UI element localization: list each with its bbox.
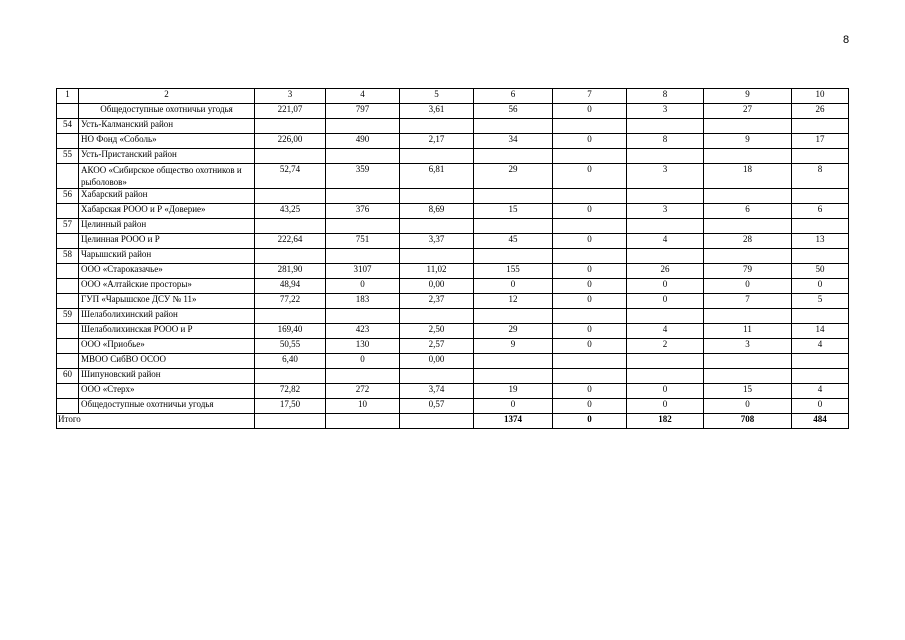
value-cell xyxy=(326,189,400,204)
value-cell: 4 xyxy=(627,234,704,249)
value-cell: 0 xyxy=(704,399,792,414)
column-header: 2 xyxy=(79,89,255,104)
value-cell xyxy=(326,149,400,164)
entity-name: ООО «Приобье» xyxy=(79,339,255,354)
value-cell: 15 xyxy=(704,384,792,399)
value-cell: 15 xyxy=(474,204,553,219)
entity-name: Общедоступные охотничьи угодья xyxy=(79,399,255,414)
value-cell xyxy=(627,189,704,204)
value-cell: 3,37 xyxy=(400,234,474,249)
row-index: 58 xyxy=(57,249,79,264)
value-cell: 50,55 xyxy=(255,339,326,354)
column-header: 4 xyxy=(326,89,400,104)
data-table xyxy=(56,88,849,429)
value-cell: 0 xyxy=(553,134,627,149)
value-cell xyxy=(627,369,704,384)
row-index xyxy=(57,234,79,249)
value-cell: 29 xyxy=(474,324,553,339)
value-cell: 0 xyxy=(553,234,627,249)
value-cell: 272 xyxy=(326,384,400,399)
row-index: 56 xyxy=(57,189,79,204)
value-cell xyxy=(704,354,792,369)
value-cell: 48,94 xyxy=(255,279,326,294)
value-cell: 0 xyxy=(627,294,704,309)
table-row xyxy=(57,234,849,249)
value-cell: 11 xyxy=(704,324,792,339)
value-cell: 50 xyxy=(792,264,849,279)
value-cell: 8,69 xyxy=(400,204,474,219)
row-index: 55 xyxy=(57,149,79,164)
value-cell: 0 xyxy=(553,294,627,309)
district-row xyxy=(57,309,849,324)
value-cell xyxy=(704,189,792,204)
value-cell xyxy=(627,149,704,164)
value-cell: 0 xyxy=(553,384,627,399)
column-header: 3 xyxy=(255,89,326,104)
total-value: 1374 xyxy=(474,414,553,429)
value-cell xyxy=(553,369,627,384)
table-row xyxy=(57,354,849,369)
page-number: 8 xyxy=(843,34,850,46)
table-row xyxy=(57,264,849,279)
total-value: 182 xyxy=(627,414,704,429)
value-cell xyxy=(792,119,849,134)
value-cell xyxy=(792,369,849,384)
value-cell xyxy=(792,249,849,264)
column-header: 10 xyxy=(792,89,849,104)
value-cell: 9 xyxy=(474,339,553,354)
value-cell xyxy=(627,219,704,234)
entity-name: ГУП «Чарышское ДСУ № 11» xyxy=(79,294,255,309)
value-cell: 6,81 xyxy=(400,164,474,189)
district-row xyxy=(57,219,849,234)
value-cell: 18 xyxy=(704,164,792,189)
row-index xyxy=(57,294,79,309)
value-cell: 5 xyxy=(792,294,849,309)
total-row xyxy=(57,414,849,429)
value-cell xyxy=(255,149,326,164)
value-cell: 6 xyxy=(792,204,849,219)
value-cell: 3,74 xyxy=(400,384,474,399)
value-cell: 2,37 xyxy=(400,294,474,309)
value-cell: 0 xyxy=(553,164,627,189)
value-cell: 0 xyxy=(553,339,627,354)
table-row xyxy=(57,399,849,414)
value-cell: 0 xyxy=(627,384,704,399)
table-row xyxy=(57,164,849,189)
table-row xyxy=(57,324,849,339)
entity-name: Шелаболихинская РООО и Р xyxy=(79,324,255,339)
value-cell: 0 xyxy=(553,399,627,414)
value-cell xyxy=(400,369,474,384)
value-cell xyxy=(704,149,792,164)
value-cell: 0 xyxy=(627,399,704,414)
value-cell: 0 xyxy=(553,279,627,294)
value-cell: 52,74 xyxy=(255,164,326,189)
value-cell: 281,90 xyxy=(255,264,326,279)
value-cell: 0 xyxy=(474,399,553,414)
value-cell xyxy=(627,119,704,134)
entity-name: ООО «Алтайские просторы» xyxy=(79,279,255,294)
district-name: Целинный район xyxy=(79,219,255,234)
column-header: 1 xyxy=(57,89,79,104)
value-cell: 56 xyxy=(474,104,553,119)
total-value xyxy=(255,414,326,429)
value-cell: 0 xyxy=(553,204,627,219)
value-cell: 14 xyxy=(792,324,849,339)
value-cell: 2,57 xyxy=(400,339,474,354)
table-row xyxy=(57,339,849,354)
value-cell xyxy=(474,189,553,204)
value-cell xyxy=(553,149,627,164)
value-cell: 0,57 xyxy=(400,399,474,414)
table-row xyxy=(57,279,849,294)
district-row xyxy=(57,249,849,264)
row-index xyxy=(57,264,79,279)
value-cell xyxy=(326,219,400,234)
value-cell xyxy=(255,249,326,264)
value-cell xyxy=(704,219,792,234)
value-cell: 226,00 xyxy=(255,134,326,149)
value-cell: 6 xyxy=(704,204,792,219)
value-cell: 0 xyxy=(326,354,400,369)
value-cell xyxy=(553,249,627,264)
table-row xyxy=(57,204,849,219)
entity-name: Общедоступные охотничьи угодья xyxy=(79,104,255,119)
row-index: 59 xyxy=(57,309,79,324)
value-cell: 3107 xyxy=(326,264,400,279)
value-cell xyxy=(255,119,326,134)
value-cell xyxy=(255,369,326,384)
entity-name: ООО «Стерх» xyxy=(79,384,255,399)
column-header: 7 xyxy=(553,89,627,104)
value-cell: 26 xyxy=(792,104,849,119)
value-cell xyxy=(326,119,400,134)
value-cell: 0 xyxy=(627,279,704,294)
row-index xyxy=(57,399,79,414)
value-cell: 2,50 xyxy=(400,324,474,339)
district-name: Хабарский район xyxy=(79,189,255,204)
entity-name: АКОО «Сибирское общество охотников и рыболовов» xyxy=(79,164,255,189)
value-cell: 4 xyxy=(627,324,704,339)
value-cell: 423 xyxy=(326,324,400,339)
district-name: Шипуновский район xyxy=(79,369,255,384)
value-cell xyxy=(553,219,627,234)
value-cell xyxy=(326,249,400,264)
value-cell xyxy=(704,309,792,324)
total-label: Итого xyxy=(57,414,255,429)
row-index xyxy=(57,354,79,369)
value-cell xyxy=(627,354,704,369)
value-cell: 490 xyxy=(326,134,400,149)
row-index xyxy=(57,384,79,399)
value-cell: 17 xyxy=(792,134,849,149)
entity-name: ООО «Староказачье» xyxy=(79,264,255,279)
row-index: 57 xyxy=(57,219,79,234)
total-value: 484 xyxy=(792,414,849,429)
value-cell: 751 xyxy=(326,234,400,249)
value-cell: 221,07 xyxy=(255,104,326,119)
district-row xyxy=(57,369,849,384)
column-header: 5 xyxy=(400,89,474,104)
value-cell: 3,61 xyxy=(400,104,474,119)
value-cell: 29 xyxy=(474,164,553,189)
header-row xyxy=(57,89,849,104)
row-index xyxy=(57,204,79,219)
district-row xyxy=(57,119,849,134)
value-cell: 77,22 xyxy=(255,294,326,309)
row-index xyxy=(57,134,79,149)
column-header: 8 xyxy=(627,89,704,104)
value-cell: 0 xyxy=(553,264,627,279)
value-cell xyxy=(400,149,474,164)
value-cell: 17,50 xyxy=(255,399,326,414)
value-cell xyxy=(326,309,400,324)
district-name: Усть-Калманский район xyxy=(79,119,255,134)
value-cell xyxy=(792,354,849,369)
value-cell: 19 xyxy=(474,384,553,399)
value-cell: 9 xyxy=(704,134,792,149)
value-cell: 183 xyxy=(326,294,400,309)
value-cell: 0 xyxy=(326,279,400,294)
value-cell: 3 xyxy=(627,204,704,219)
entity-name: Хабарская РООО и Р «Доверие» xyxy=(79,204,255,219)
value-cell: 376 xyxy=(326,204,400,219)
value-cell: 8 xyxy=(627,134,704,149)
value-cell xyxy=(553,309,627,324)
entity-name: НО Фонд «Соболь» xyxy=(79,134,255,149)
entity-name: Целинная РООО и Р xyxy=(79,234,255,249)
value-cell xyxy=(474,149,553,164)
value-cell: 28 xyxy=(704,234,792,249)
value-cell xyxy=(255,219,326,234)
column-header: 9 xyxy=(704,89,792,104)
entity-name: МВОО СибВО ОСОО xyxy=(79,354,255,369)
value-cell: 169,40 xyxy=(255,324,326,339)
value-cell xyxy=(474,119,553,134)
value-cell: 7 xyxy=(704,294,792,309)
value-cell: 0,00 xyxy=(400,354,474,369)
value-cell: 4 xyxy=(792,384,849,399)
value-cell: 0 xyxy=(792,399,849,414)
value-cell xyxy=(627,309,704,324)
value-cell xyxy=(553,354,627,369)
value-cell: 0 xyxy=(553,104,627,119)
value-cell xyxy=(792,149,849,164)
table-row xyxy=(57,134,849,149)
row-index xyxy=(57,164,79,189)
value-cell: 79 xyxy=(704,264,792,279)
value-cell xyxy=(400,119,474,134)
value-cell: 0 xyxy=(474,279,553,294)
value-cell: 155 xyxy=(474,264,553,279)
value-cell xyxy=(255,309,326,324)
value-cell: 43,25 xyxy=(255,204,326,219)
value-cell: 27 xyxy=(704,104,792,119)
value-cell: 11,02 xyxy=(400,264,474,279)
value-cell: 222,64 xyxy=(255,234,326,249)
value-cell xyxy=(326,369,400,384)
value-cell xyxy=(792,189,849,204)
district-row xyxy=(57,149,849,164)
value-cell xyxy=(792,219,849,234)
value-cell xyxy=(553,189,627,204)
value-cell xyxy=(255,189,326,204)
value-cell: 72,82 xyxy=(255,384,326,399)
total-value xyxy=(326,414,400,429)
district-name: Чарышский район xyxy=(79,249,255,264)
value-cell: 797 xyxy=(326,104,400,119)
value-cell xyxy=(704,369,792,384)
value-cell xyxy=(792,309,849,324)
value-cell: 12 xyxy=(474,294,553,309)
value-cell xyxy=(400,189,474,204)
value-cell xyxy=(553,119,627,134)
value-cell: 6,40 xyxy=(255,354,326,369)
value-cell: 0 xyxy=(704,279,792,294)
value-cell: 13 xyxy=(792,234,849,249)
value-cell: 0 xyxy=(553,324,627,339)
value-cell: 34 xyxy=(474,134,553,149)
district-row xyxy=(57,189,849,204)
value-cell: 3 xyxy=(704,339,792,354)
row-index: 54 xyxy=(57,119,79,134)
value-cell: 3 xyxy=(627,104,704,119)
value-cell: 10 xyxy=(326,399,400,414)
value-cell: 8 xyxy=(792,164,849,189)
district-name: Шелаболихинский район xyxy=(79,309,255,324)
value-cell: 0 xyxy=(792,279,849,294)
value-cell xyxy=(400,249,474,264)
value-cell: 359 xyxy=(326,164,400,189)
table-row xyxy=(57,104,849,119)
row-index xyxy=(57,104,79,119)
row-index xyxy=(57,339,79,354)
value-cell xyxy=(474,219,553,234)
total-value: 0 xyxy=(553,414,627,429)
value-cell: 0,00 xyxy=(400,279,474,294)
value-cell: 26 xyxy=(627,264,704,279)
total-value: 708 xyxy=(704,414,792,429)
value-cell xyxy=(474,249,553,264)
value-cell xyxy=(400,219,474,234)
value-cell xyxy=(704,249,792,264)
value-cell xyxy=(474,369,553,384)
value-cell: 2,17 xyxy=(400,134,474,149)
row-index xyxy=(57,279,79,294)
value-cell xyxy=(627,249,704,264)
value-cell: 130 xyxy=(326,339,400,354)
total-value xyxy=(400,414,474,429)
value-cell: 4 xyxy=(792,339,849,354)
district-name: Усть-Пристанский район xyxy=(79,149,255,164)
column-header: 6 xyxy=(474,89,553,104)
value-cell xyxy=(474,354,553,369)
value-cell: 3 xyxy=(627,164,704,189)
row-index xyxy=(57,324,79,339)
table-row xyxy=(57,294,849,309)
value-cell xyxy=(474,309,553,324)
value-cell: 45 xyxy=(474,234,553,249)
table-row xyxy=(57,384,849,399)
row-index: 60 xyxy=(57,369,79,384)
value-cell xyxy=(704,119,792,134)
value-cell: 2 xyxy=(627,339,704,354)
value-cell xyxy=(400,309,474,324)
